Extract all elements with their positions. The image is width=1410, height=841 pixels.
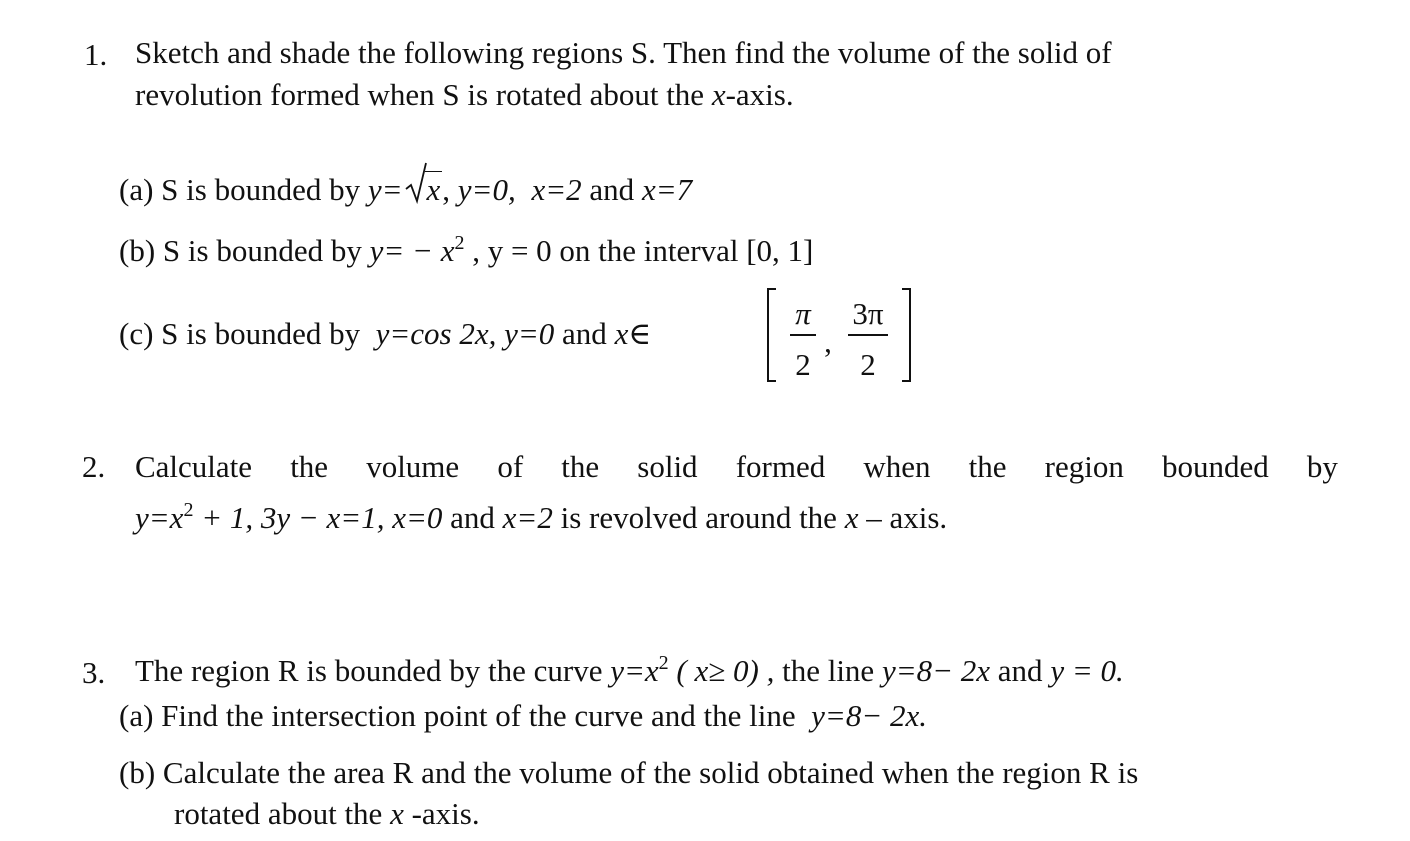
q2-eq-c: x=2 <box>502 500 553 535</box>
q1-number: 1. <box>84 37 108 72</box>
q3b-item <box>119 757 1138 788</box>
q2-eq-b: + 1, 3y − x=1, x=0 <box>193 500 443 535</box>
q1a-and: and <box>581 172 642 207</box>
q3a-text: Find the intersection point of the curve and the line <box>161 698 804 733</box>
q2-text-line2 <box>135 499 948 535</box>
q1a-text: S is bounded by <box>161 172 368 207</box>
q1c-frac1-den: 2 <box>795 347 811 382</box>
q2-word: solid <box>637 449 698 484</box>
q3b-line1: Calculate the area R and the volume of the solid obtained when the region R is <box>162 755 1139 790</box>
q2-word: region <box>1044 449 1124 484</box>
q1c-and: and <box>554 316 615 351</box>
q3-exp: 2 <box>658 652 669 674</box>
q1c-interval <box>764 286 914 384</box>
q3b-var: x <box>390 796 404 831</box>
q3a-eq: y=8− 2x. <box>811 698 927 733</box>
q1-line2-pre: revolution formed when S is rotated about the <box>135 77 712 112</box>
q3-text-line1 <box>135 652 1124 688</box>
q1a-eq2: y=0, <box>457 172 524 207</box>
q1b-eq: y= − x <box>369 233 455 268</box>
q2-word: by <box>1306 449 1338 484</box>
q1c-frac2-num: 3π <box>852 296 884 331</box>
q2-eq-a: y=x <box>135 500 184 535</box>
q3b-line2-post: -axis. <box>403 796 480 831</box>
q2-word: the <box>968 449 1007 484</box>
q1-text-line1: Sketch and shade the following regions S. Then find the volume of the solid of <box>135 35 1112 70</box>
q1c-item <box>119 318 651 349</box>
q3-eq: y=x <box>610 653 659 688</box>
q2-word: volume <box>366 449 460 484</box>
sqrt-symbol <box>405 171 443 205</box>
q1c-frac1-bar <box>790 334 816 336</box>
q1b-text: S is bounded by <box>162 233 370 268</box>
q1c-comma: , <box>824 324 832 359</box>
q1-line2-var: x <box>711 77 726 112</box>
q3b-line2-pre: rotated about the <box>174 796 391 831</box>
q1c-frac2-bar <box>848 334 888 336</box>
q2-var: x <box>844 500 859 535</box>
q1c-eq: y=cos 2x, y=0 <box>375 316 555 351</box>
q1c-text: S is bounded by <box>161 316 368 351</box>
q3a-label: (a) <box>119 698 154 733</box>
q3-cond: ( x≥ 0) , <box>668 653 775 688</box>
q1c-inset: x∈ <box>614 316 652 351</box>
q3-and: and <box>990 653 1051 688</box>
q2-exp: 2 <box>183 499 194 521</box>
q3-eq2: y=8− 2x <box>881 653 991 688</box>
q2-number: 2. <box>82 449 106 484</box>
q1c-frac1-num: π <box>795 296 811 331</box>
q3-pre: The region R is bounded by the curve <box>135 653 611 688</box>
q1b-item <box>119 232 814 268</box>
q3b-text-line2 <box>174 798 480 829</box>
q1c-label: (c) <box>119 316 154 351</box>
q1b-exp: 2 <box>454 232 465 254</box>
q2-word: Calculate <box>135 449 253 484</box>
q3-mid: the line <box>774 653 882 688</box>
q1-text-line2 <box>135 79 794 110</box>
q2-word: when <box>863 449 931 484</box>
q2-word: the <box>290 449 329 484</box>
q2-word: the <box>561 449 600 484</box>
q2-post: – axis. <box>858 500 948 535</box>
q1a-eq4: x=7 <box>641 172 693 207</box>
q2-word: bounded <box>1161 449 1269 484</box>
q1a-sqrt-arg: x <box>426 172 441 207</box>
q1-line2-post: -axis. <box>725 77 794 112</box>
q1a-eq3: x=2 <box>531 172 582 207</box>
q3-eq3: y = 0. <box>1050 653 1124 688</box>
q1c-frac2-den: 2 <box>860 347 876 382</box>
q2-text-line1 <box>135 451 1338 482</box>
q2-word: of <box>497 449 524 484</box>
q2-mid: is revolved around the <box>552 500 845 535</box>
q1b-post: , y = 0 on the interval [0, 1] <box>464 233 814 268</box>
q3b-label: (b) <box>119 755 156 790</box>
q1a-eq1: y= <box>367 172 403 207</box>
q1a-label: (a) <box>119 172 154 207</box>
q1b-label: (b) <box>119 233 156 268</box>
q2-word: formed <box>735 449 826 484</box>
q3-number: 3. <box>82 655 106 690</box>
q2-and: and <box>442 500 503 535</box>
q3a-item <box>119 700 927 731</box>
q1a-item <box>119 171 692 205</box>
q1a-sep: , <box>442 172 458 207</box>
